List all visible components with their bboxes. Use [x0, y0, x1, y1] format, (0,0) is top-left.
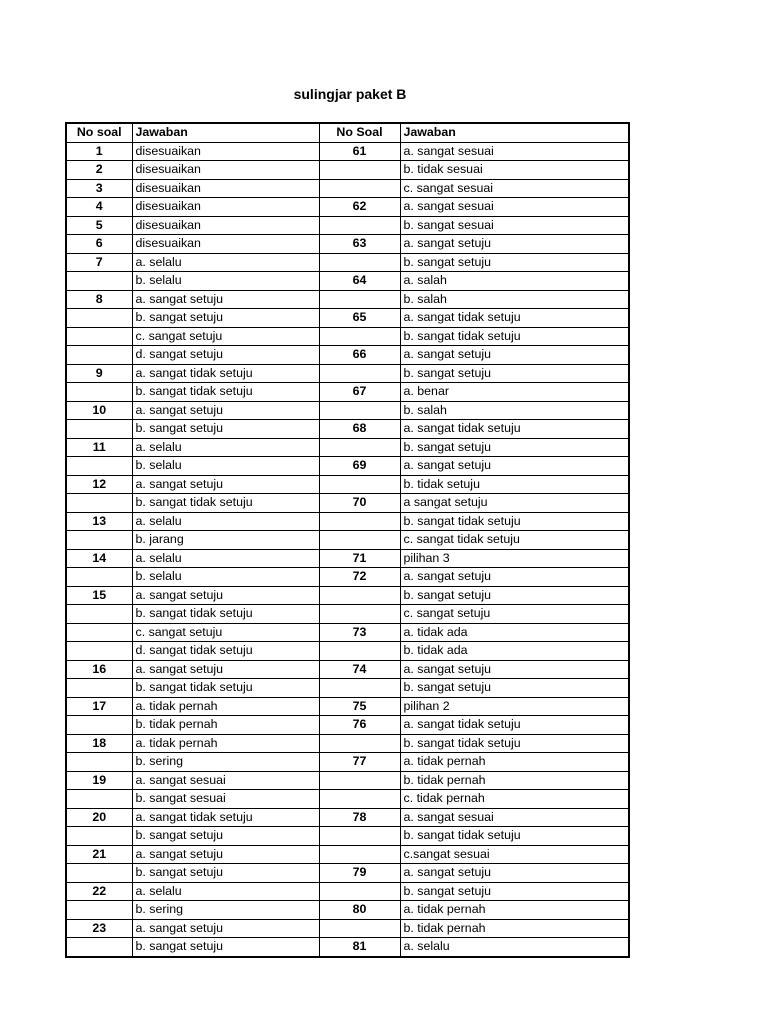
answer-right: a. sangat setuju [400, 568, 629, 587]
question-number-left: 1 [66, 142, 132, 161]
question-number-right [319, 642, 400, 661]
question-number-left [66, 568, 132, 587]
answer-left: a. selalu [132, 253, 319, 272]
question-number-right [319, 290, 400, 309]
table-row [66, 216, 629, 235]
question-number-right: 71 [319, 549, 400, 568]
answer-left: b. sangat tidak setuju [132, 383, 319, 402]
table-row [66, 753, 629, 772]
table-row [66, 512, 629, 531]
question-number-right: 81 [319, 938, 400, 957]
question-number-left: 22 [66, 882, 132, 901]
question-number-left [66, 309, 132, 328]
answer-left: disesuaikan [132, 161, 319, 180]
answer-right: b. tidak pernah [400, 771, 629, 790]
question-number-right: 67 [319, 383, 400, 402]
answer-left: b. selalu [132, 457, 319, 476]
question-number-right: 79 [319, 864, 400, 883]
answer-right: b. sangat tidak setuju [400, 512, 629, 531]
answer-left: a. sangat setuju [132, 845, 319, 864]
table-row [66, 383, 629, 402]
answer-left: b. selalu [132, 272, 319, 291]
answer-right: a. sangat setuju [400, 235, 629, 254]
question-number-right [319, 438, 400, 457]
question-number-left: 13 [66, 512, 132, 531]
answer-right: a. sangat tidak setuju [400, 309, 629, 328]
answer-right: c. sangat sesuai [400, 179, 629, 198]
answer-right: a. sangat setuju [400, 864, 629, 883]
answer-right: a. sangat setuju [400, 346, 629, 365]
question-number-left [66, 605, 132, 624]
answer-right: b. sangat setuju [400, 586, 629, 605]
answer-right: b. tidak sesuai [400, 161, 629, 180]
question-number-left: 3 [66, 179, 132, 198]
question-number-left [66, 272, 132, 291]
answer-left: a. sangat setuju [132, 290, 319, 309]
question-number-right: 62 [319, 198, 400, 217]
answer-left: c. sangat setuju [132, 623, 319, 642]
answer-right: b. tidak setuju [400, 475, 629, 494]
answer-key-table [65, 122, 630, 958]
question-number-left [66, 938, 132, 957]
question-number-left [66, 901, 132, 920]
answer-right: b. sangat tidak setuju [400, 734, 629, 753]
table-row [66, 531, 629, 550]
question-number-right [319, 531, 400, 550]
answer-left: b. selalu [132, 568, 319, 587]
table-row [66, 494, 629, 513]
question-number-left: 6 [66, 235, 132, 254]
question-number-left: 19 [66, 771, 132, 790]
answer-left: b. sangat setuju [132, 864, 319, 883]
table-row [66, 346, 629, 365]
header-jawaban-left: Jawaban [132, 123, 319, 142]
answer-right: a. tidak ada [400, 623, 629, 642]
answer-left: b. tidak pernah [132, 716, 319, 735]
question-number-right [319, 771, 400, 790]
table-row [66, 401, 629, 420]
question-number-left [66, 346, 132, 365]
question-number-left: 23 [66, 919, 132, 938]
table-row [66, 290, 629, 309]
table-row [66, 734, 629, 753]
answer-right: b. sangat setuju [400, 364, 629, 383]
answer-right: a. sangat setuju [400, 457, 629, 476]
answer-right: c. tidak pernah [400, 790, 629, 809]
table-row [66, 605, 629, 624]
answer-right: a. sangat sesuai [400, 142, 629, 161]
answer-left: disesuaikan [132, 179, 319, 198]
table-row [66, 272, 629, 291]
table-row [66, 623, 629, 642]
question-number-right: 70 [319, 494, 400, 513]
answer-left: a. selalu [132, 512, 319, 531]
answer-left: b. sangat setuju [132, 827, 319, 846]
question-number-right [319, 605, 400, 624]
question-number-right [319, 253, 400, 272]
table-row [66, 660, 629, 679]
answer-right: pilihan 3 [400, 549, 629, 568]
table-row [66, 642, 629, 661]
question-number-right: 78 [319, 808, 400, 827]
table-row [66, 549, 629, 568]
question-number-right [319, 790, 400, 809]
table-row [66, 161, 629, 180]
answer-left: a. sangat setuju [132, 586, 319, 605]
question-number-left: 16 [66, 660, 132, 679]
header-no-soal-left: No soal [66, 123, 132, 142]
answer-left: b. sangat tidak setuju [132, 605, 319, 624]
question-number-left [66, 642, 132, 661]
answer-left: a. sangat tidak setuju [132, 808, 319, 827]
question-number-right: 61 [319, 142, 400, 161]
header-no-soal-right: No Soal [319, 123, 400, 142]
question-number-left: 2 [66, 161, 132, 180]
table-row [66, 919, 629, 938]
question-number-right [319, 179, 400, 198]
table-row [66, 235, 629, 254]
answer-left: b. sangat setuju [132, 420, 319, 439]
table-row [66, 364, 629, 383]
answer-right: a. sangat tidak setuju [400, 716, 629, 735]
question-number-left: 17 [66, 697, 132, 716]
answer-left: b. sangat sesuai [132, 790, 319, 809]
answer-left: d. sangat setuju [132, 346, 319, 365]
answer-left: a. selalu [132, 882, 319, 901]
question-number-left: 10 [66, 401, 132, 420]
answer-left: b. sering [132, 753, 319, 772]
table-row [66, 827, 629, 846]
question-number-left [66, 716, 132, 735]
question-number-right [319, 919, 400, 938]
answer-right: b. tidak pernah [400, 919, 629, 938]
question-number-left [66, 679, 132, 698]
question-number-right [319, 216, 400, 235]
answer-left: b. sangat tidak setuju [132, 494, 319, 513]
question-number-right: 80 [319, 901, 400, 920]
answer-left: a. tidak pernah [132, 697, 319, 716]
table-row [66, 420, 629, 439]
table-row [66, 679, 629, 698]
question-number-right: 77 [319, 753, 400, 772]
answer-left: b. sangat tidak setuju [132, 679, 319, 698]
table-row [66, 938, 629, 957]
table-row [66, 790, 629, 809]
answer-left: a. sangat setuju [132, 660, 319, 679]
question-number-left: 20 [66, 808, 132, 827]
question-number-left: 8 [66, 290, 132, 309]
answer-right: a. tidak pernah [400, 901, 629, 920]
answer-left: disesuaikan [132, 198, 319, 217]
answer-left: a. sangat setuju [132, 401, 319, 420]
answer-left: a. tidak pernah [132, 734, 319, 753]
answer-left: disesuaikan [132, 142, 319, 161]
question-number-left: 7 [66, 253, 132, 272]
answer-right: pilihan 2 [400, 697, 629, 716]
question-number-left: 9 [66, 364, 132, 383]
table-row [66, 697, 629, 716]
table-row [66, 716, 629, 735]
table-header-row [66, 123, 629, 142]
question-number-left: 15 [66, 586, 132, 605]
question-number-left [66, 327, 132, 346]
answer-right: b. sangat setuju [400, 679, 629, 698]
question-number-right: 68 [319, 420, 400, 439]
answer-left: b. sering [132, 901, 319, 920]
answer-left: d. sangat tidak setuju [132, 642, 319, 661]
table-row [66, 586, 629, 605]
question-number-right [319, 401, 400, 420]
answer-left: b. jarang [132, 531, 319, 550]
table-row [66, 309, 629, 328]
answer-left: a. selalu [132, 549, 319, 568]
table-row [66, 568, 629, 587]
answer-right: c.sangat sesuai [400, 845, 629, 864]
question-number-right: 72 [319, 568, 400, 587]
answer-right: b. salah [400, 401, 629, 420]
answer-left: a. sangat setuju [132, 919, 319, 938]
question-number-right: 69 [319, 457, 400, 476]
question-number-right: 66 [319, 346, 400, 365]
answer-right: a. salah [400, 272, 629, 291]
answer-right: c. sangat tidak setuju [400, 531, 629, 550]
question-number-right: 74 [319, 660, 400, 679]
table-row [66, 142, 629, 161]
question-number-right: 75 [319, 697, 400, 716]
table-body [66, 142, 629, 957]
question-number-left: 11 [66, 438, 132, 457]
question-number-left [66, 531, 132, 550]
answer-right: b. sangat sesuai [400, 216, 629, 235]
table-row [66, 475, 629, 494]
question-number-right: 73 [319, 623, 400, 642]
answer-right: a. sangat setuju [400, 660, 629, 679]
question-number-right: 65 [319, 309, 400, 328]
table-row [66, 808, 629, 827]
table-row [66, 864, 629, 883]
table-row [66, 253, 629, 272]
table-row [66, 771, 629, 790]
question-number-left: 21 [66, 845, 132, 864]
answer-left: a. sangat setuju [132, 475, 319, 494]
question-number-right [319, 364, 400, 383]
question-number-left: 14 [66, 549, 132, 568]
table-row [66, 882, 629, 901]
answer-left: a. selalu [132, 438, 319, 457]
table-row [66, 327, 629, 346]
table-row [66, 845, 629, 864]
answer-left: a. sangat tidak setuju [132, 364, 319, 383]
question-number-right [319, 475, 400, 494]
answer-right: a. sangat sesuai [400, 808, 629, 827]
question-number-right [319, 586, 400, 605]
question-number-right [319, 161, 400, 180]
question-number-right [319, 679, 400, 698]
header-jawaban-right: Jawaban [400, 123, 629, 142]
question-number-right: 63 [319, 235, 400, 254]
question-number-right: 64 [319, 272, 400, 291]
question-number-right: 76 [319, 716, 400, 735]
answer-right: a. selalu [400, 938, 629, 957]
answer-left: b. sangat setuju [132, 938, 319, 957]
table-row [66, 438, 629, 457]
question-number-left [66, 623, 132, 642]
answer-right: a. sangat sesuai [400, 198, 629, 217]
answer-left: disesuaikan [132, 235, 319, 254]
answer-left: b. sangat setuju [132, 309, 319, 328]
question-number-left: 4 [66, 198, 132, 217]
answer-left: disesuaikan [132, 216, 319, 235]
table-row [66, 198, 629, 217]
answer-right: b. sangat tidak setuju [400, 827, 629, 846]
answer-left: a. sangat sesuai [132, 771, 319, 790]
answer-right: b. sangat setuju [400, 882, 629, 901]
question-number-right [319, 882, 400, 901]
question-number-left [66, 457, 132, 476]
answer-right: a. benar [400, 383, 629, 402]
page-title: sulingjar paket B [293, 86, 407, 102]
question-number-right [319, 512, 400, 531]
table-row [66, 457, 629, 476]
question-number-right [319, 734, 400, 753]
question-number-left [66, 383, 132, 402]
answer-right: a. sangat tidak setuju [400, 420, 629, 439]
question-number-right [319, 327, 400, 346]
question-number-left [66, 753, 132, 772]
question-number-right [319, 827, 400, 846]
answer-right: a. tidak pernah [400, 753, 629, 772]
answer-right: b. sangat setuju [400, 253, 629, 272]
answer-right: b. tidak ada [400, 642, 629, 661]
table-row [66, 901, 629, 920]
question-number-left [66, 864, 132, 883]
question-number-left: 18 [66, 734, 132, 753]
question-number-left: 5 [66, 216, 132, 235]
question-number-left [66, 790, 132, 809]
question-number-left [66, 420, 132, 439]
question-number-right [319, 845, 400, 864]
question-number-left [66, 494, 132, 513]
answer-left: c. sangat setuju [132, 327, 319, 346]
table-row [66, 179, 629, 198]
question-number-left: 12 [66, 475, 132, 494]
answer-right: a sangat setuju [400, 494, 629, 513]
answer-right: b. sangat tidak setuju [400, 327, 629, 346]
answer-right: c. sangat setuju [400, 605, 629, 624]
question-number-left [66, 827, 132, 846]
answer-right: b. salah [400, 290, 629, 309]
answer-right: b. sangat setuju [400, 438, 629, 457]
